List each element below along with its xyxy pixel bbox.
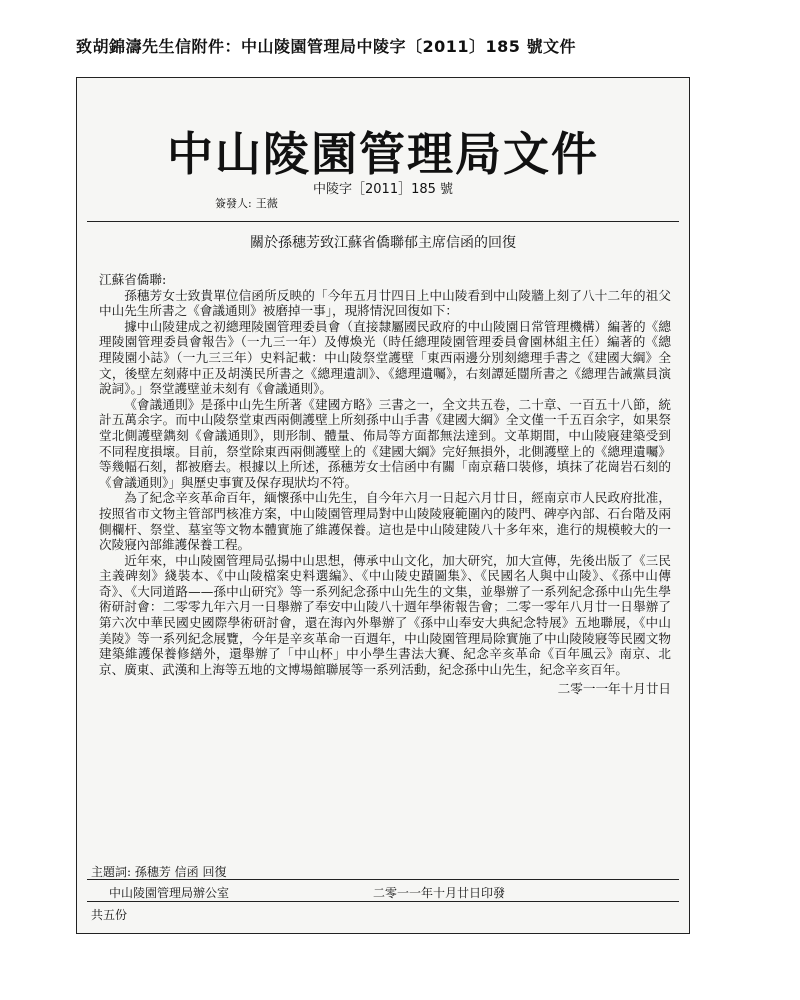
- footer-divider-bottom: [87, 901, 679, 902]
- attachment-caption: 致胡錦濤先生信附件：中山陵園管理局中陵字〔2011〕185 號文件: [76, 37, 577, 56]
- signature-date: 二零一一年十月廿日: [557, 681, 671, 697]
- copy-count: 共五份: [91, 908, 128, 922]
- document-frame: [76, 77, 690, 934]
- issuing-office: 中山陵園管理局辦公室: [109, 886, 230, 900]
- body-paragraph-4: 為了紀念辛亥革命百年，緬懷孫中山先生，自今年六月一日起六月廿日，經南京市人民政府批准，按照省市文物主管部門核准方案，中山陵園管理局對中山陵陵寢範圍內的陵門、碑亭內部、石台階及兩側欄杆、祭堂、墓室等文物本體實施了維護保養。這也是中山陵建陵八十多年來，進行的規模較大的一次陵寢內部維護保養工程。: [99, 490, 671, 553]
- signer-name: 王薇: [255, 197, 278, 210]
- body-paragraph-2: 據中山陵建成之初總理陵園管理委員會（直接隸屬國民政府的中山陵園日常管理機構）編著的《總理陵園管理委員會報告》（一九三一年）及傅煥光（時任總理陵園管理委員會園林組主任）編著的《總理陵園小誌》（一九三三年）史料記載：中山陵祭堂護壁「東西兩邊分別刻總理手書之《建國大綱》全文，後壁左刻蔣中正及胡漢民所書之《總理遺訓》、《總理遺囑》，右刻譚延闓所書之《總理告誡黨員演說詞》。」祭堂護壁並未刻有《會議通則》。: [99, 318, 671, 397]
- document-title: 中山陵園管理局文件: [167, 127, 599, 181]
- signer-line: [211, 195, 278, 211]
- salutation: 江蘇省僑聯:: [99, 272, 167, 287]
- subject-keywords: 主題詞: 孫穗芳 信函 回復: [91, 865, 227, 879]
- header-divider: [87, 221, 679, 222]
- document-body: [99, 272, 671, 697]
- document-number: 中陵字［2011］185 號: [313, 182, 454, 197]
- body-paragraph-5: 近年來，中山陵園管理局弘揚中山思想，傳承中山文化，加大研究，加大宣傳，先後出版了《三民主義碑刻》綫裝本、《中山陵檔案史料選編》、《中山陵史蹟圖集》、《民國名人與中山陵》、《孫中山傳奇》、《大同道路——孫中山研究》等一系列紀念孫中山先生的文集，並舉辦了一系列紀念孫中山先生學術研討會：二零零九年六月一日舉辦了奉安中山陵八十週年學術報告會；二零一零年八月廿一日舉辦了第六次中華民國史國際學術研討會，還在海內外舉辦了《孫中山奉安大典紀念特展》五地聯展，《中山美陵》等一系列紀念展覽，今年是辛亥革命一百週年，中山陵園管理局除實施了中山陵陵寢等民國文物建築維護保養修繕外，還舉辦了「中山杯」中小學生書法大賽、紀念辛亥革命《百年風云》南京、北京、廣東、武漢和上海等五地的文博場館聯展等一系列活動，紀念孫中山先生，紀念辛亥百年。: [99, 552, 671, 677]
- body-paragraph-3: 《會議通則》是孫中山先生所著《建國方略》三書之一，全文共五卷，二十章、一百五十八節，統計五萬余字。而中山陵祭堂東西兩側護壁上所刻孫中山手書《建國大綱》全文僅一千五百余字，如果祭堂北側護壁鐫刻《會議通則》，則形制、體量、佈局等方面都無法達到。文革期間，中山陵寢建築受到不同程度損壞。目前，祭堂除東西兩側護壁上的《建國大綱》完好無損外，北側護壁上的《總理遺囑》等幾幅石刻，都被磨去。根據以上所述，孫穗芳女士信函中有關「南京藉口裝修，填抹了花崗岩石刻的《會議通則》」與歷史事實及保存現狀均不符。: [99, 396, 671, 490]
- body-paragraph-1: 孫穗芳女士致貴單位信函所反映的「今年五月廿四日上中山陵看到中山陵牆上刻了八十二年的祖父中山先生所書之《會議通則》被磨掉一事」，現將情況回復如下：: [99, 287, 671, 319]
- signer-label: 簽發人:: [215, 197, 252, 210]
- footer-divider-top: [87, 879, 679, 880]
- print-date: 二零一一年十月廿日印發: [373, 886, 506, 900]
- document-subject: 關於孫穗芳致江蘇省僑聯郁主席信函的回復: [250, 235, 516, 251]
